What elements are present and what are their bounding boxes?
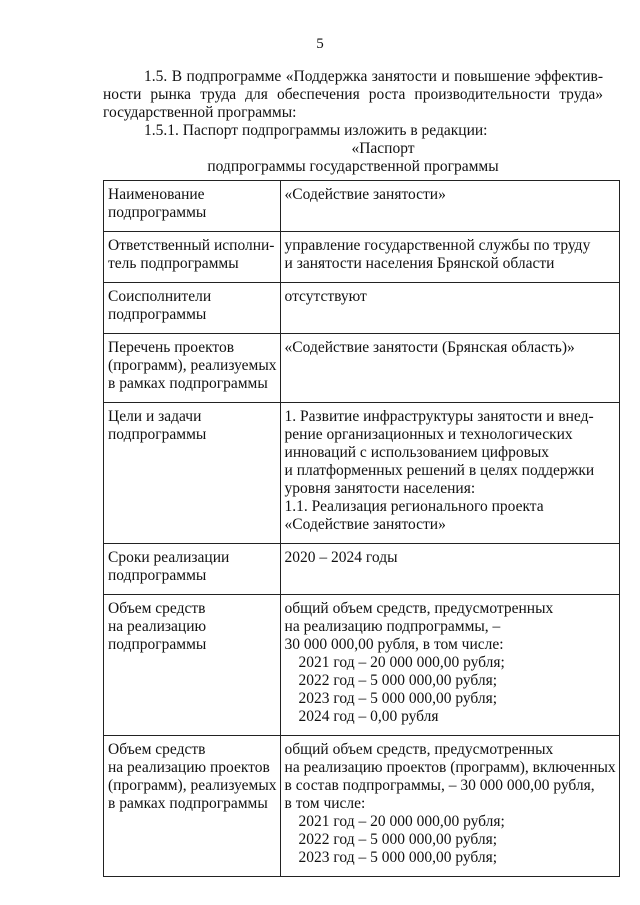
row-value-line: на реализацию проектов (программ), включенных (284, 759, 616, 776)
row-value-line: инноваций с использованием цифровых (284, 444, 550, 461)
passport-subheading: подпрограммы государственной программы (207, 158, 499, 175)
row-name-line: (программ), реализуемых (108, 777, 277, 794)
row-name-cell (104, 232, 281, 283)
row-value-line: на реализацию подпрограммы, – (284, 618, 501, 635)
row-value-line: отсутствуют (284, 288, 367, 305)
row-value-line: 2022 год – 5 000 000,00 рубля; (298, 831, 498, 848)
row-name-line: Объем средств (108, 741, 206, 758)
row-name-cell (104, 403, 281, 544)
row-value-cell (280, 736, 619, 877)
row-value-line: 2023 год – 5 000 000,00 рубля; (298, 849, 498, 866)
paragraph-1-5-1: 1.5.1. Паспорт подпрограммы изложить в редакции: (144, 122, 488, 139)
row-name-line: на реализацию (108, 618, 207, 635)
table-row (104, 181, 620, 232)
row-name-line: в рамках подпрограммы (108, 795, 268, 812)
row-value-line: «Содействие занятости» (284, 516, 446, 533)
row-value-line: 2023 год – 5 000 000,00 рубля; (298, 690, 498, 707)
subprogram-passport-table (103, 180, 620, 877)
row-value-line: 2021 год – 20 000 000,00 рубля; (298, 654, 505, 671)
row-value-cell (280, 403, 619, 544)
table-row (104, 403, 620, 544)
row-name-cell (104, 181, 281, 232)
row-value-cell (280, 334, 619, 403)
row-name-cell (104, 595, 281, 736)
row-value-line: управление государственной службы по труду (284, 237, 591, 254)
row-value-line: уровня занятости населения: (284, 480, 476, 497)
row-value-cell (280, 595, 619, 736)
row-value-line: «Содействие занятости» (284, 186, 446, 203)
table-row (104, 736, 620, 877)
row-value-cell (280, 544, 619, 595)
page-number: 5 (316, 36, 324, 52)
row-value-line: 1.1. Реализация регионального проекта (284, 498, 544, 515)
row-name-line: подпрограммы (108, 567, 207, 584)
row-name-line: подпрограммы (108, 306, 207, 323)
row-value-line: 1. Развитие инфраструктуры занятости и внед- (284, 408, 594, 425)
row-value-line: общий объем средств, предусмотренных (284, 600, 554, 617)
row-name-line: в рамках подпрограммы (108, 375, 268, 392)
row-value-line: «Содействие занятости (Брянская область)» (284, 339, 575, 356)
row-name-line: (программ), реализуемых (108, 357, 277, 374)
row-name-line: подпрограммы (108, 204, 207, 221)
paragraph-1-5: 1.5. В подпрограмме «Поддержка занятости и повышение эффектив-ности рынка труда для обеспечения роста производительности труда» государственной программы: (103, 68, 603, 121)
row-name-line: тель подпрограммы (108, 255, 239, 272)
row-value-line: и занятости населения Брянской области (284, 255, 555, 272)
row-name-cell (104, 544, 281, 595)
table-row (104, 544, 620, 595)
row-name-line: Ответственный исполни- (108, 237, 275, 254)
row-value-line: рение организационных и технологических (284, 426, 573, 443)
row-value-line: общий объем средств, предусмотренных (284, 741, 554, 758)
row-value-cell (280, 232, 619, 283)
table-row (104, 283, 620, 334)
row-value-line: в состав подпрограммы, – 30 000 000,00 рубля, (284, 777, 595, 794)
row-value-line: 2024 год – 0,00 рубля (298, 708, 439, 725)
row-value-line: 30 000 000,00 рубля, в том числе: (284, 636, 504, 653)
row-value-line: 2020 – 2024 годы (284, 549, 398, 566)
row-value-line: 2022 год – 5 000 000,00 рубля; (298, 672, 498, 689)
passport-heading: «Паспорт (351, 140, 415, 157)
row-name-line: подпрограммы (108, 426, 207, 443)
row-value-line: и платформенных решений в целях поддержки (284, 462, 595, 479)
table-row (104, 334, 620, 403)
row-name-line: подпрограммы (108, 636, 207, 653)
table-row (104, 595, 620, 736)
row-name-line: Перечень проектов (108, 339, 235, 356)
row-value-cell (280, 181, 619, 232)
row-name-line: Наименование (108, 186, 205, 203)
row-name-line: Соисполнители (108, 288, 212, 305)
row-value-line: 2021 год – 20 000 000,00 рубля; (298, 813, 505, 830)
row-name-line: на реализацию проектов (108, 759, 270, 776)
row-name-line: Объем средств (108, 600, 206, 617)
table-row (104, 232, 620, 283)
row-name-line: Сроки реализации (108, 549, 230, 566)
row-name-line: Цели и задачи (108, 408, 202, 425)
row-value-cell (280, 283, 619, 334)
intro-section (103, 68, 603, 176)
row-value-line: в том числе: (284, 795, 366, 812)
row-name-cell (104, 334, 281, 403)
row-name-cell (104, 736, 281, 877)
row-name-cell (104, 283, 281, 334)
